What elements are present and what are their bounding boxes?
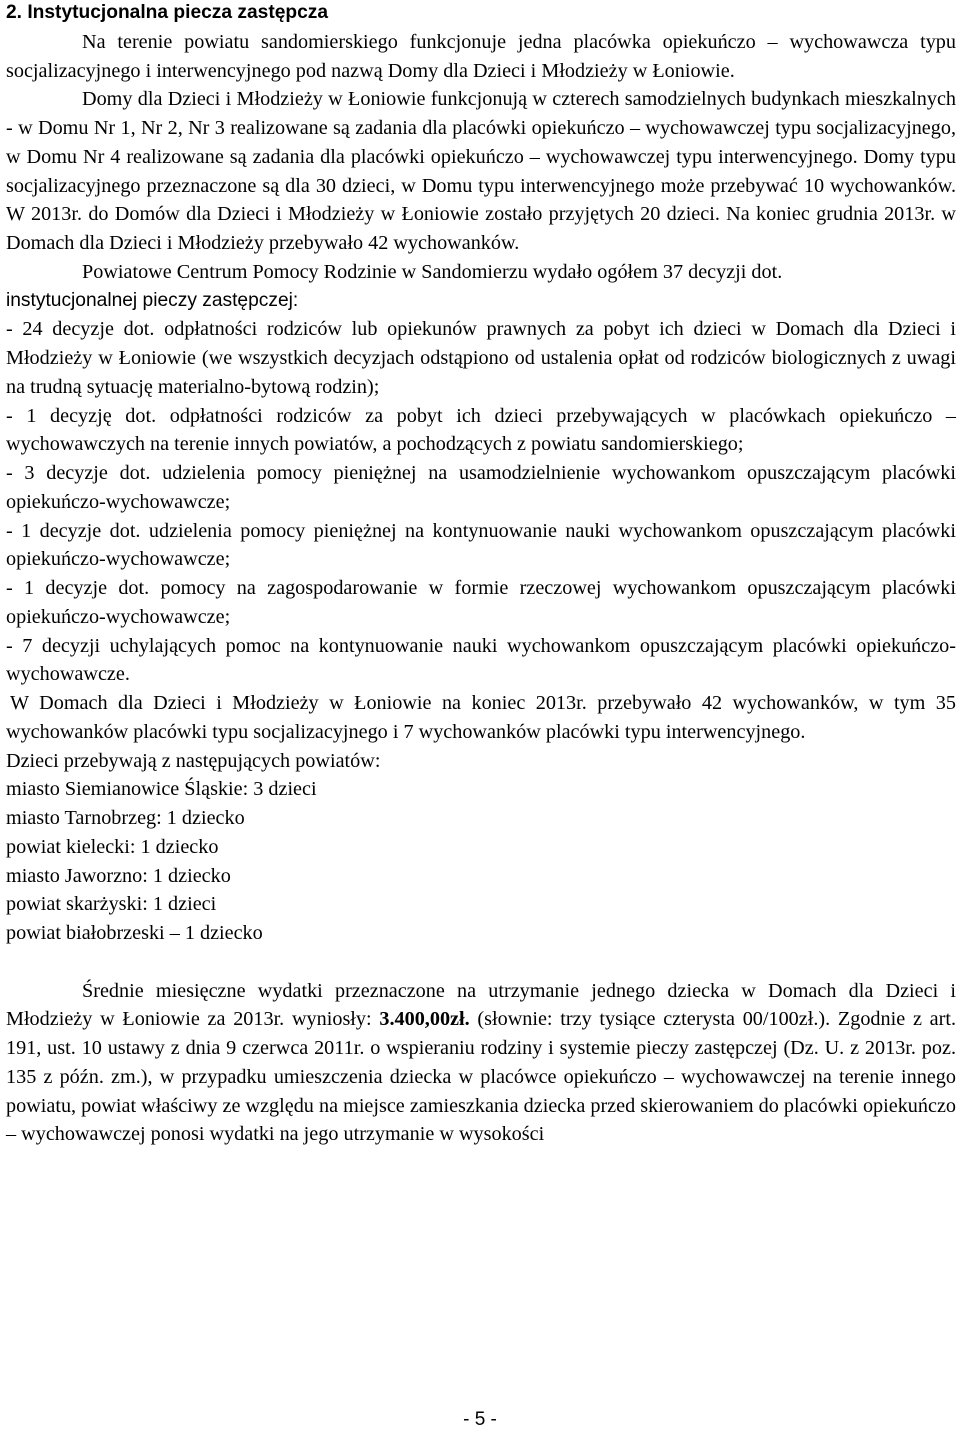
description-paragraph: Domy dla Dzieci i Młodzieży w Łoniowie funkcjonują w czterech samodzielnych budynkach mieszkalnych - w Domu Nr 1, Nr 2, Nr 3 realizowane są zadania dla placówki opiekuńczo – wychowawczej typu socjalizacyjnego, w Domu Nr 4 realizowane są zadania dla placówki opiekuńczo – wychowawczej typu interwencyjnego. Domy typu socjalizacyjnego przeznaczone są dla 30 dzieci, w Domu typu interwencyjnego może przebywać 10 wychowanków. W 2013r. do Domów dla Dzieci i Młodzieży w Łoniowie zostało przyjętych 20 dzieci. Na koniec grudnia 2013r. w Domach dla Dzieci i Młodzieży przebywało 42 wychowanków. xyxy=(6,88,956,254)
decision-item: - 7 decyzji uchylających pomoc na kontynuowanie nauki wychowankom opuszczającym placówki opiekuńczo-wychowawcze. xyxy=(6,634,956,686)
decision-item: - 1 decyzję dot. odpłatności rodziców za pobyt ich dzieci przebywających w placówkach opiekuńczo – wychowawczych na terenie innych powiatów, a pochodzących z powiatu sandomierskiego; xyxy=(6,404,956,456)
decision-item: - 1 decyzje dot. pomocy na zagospodarowanie w formie rzeczowej wychowankom opuszczającym placówki opiekuńczo-wychowawcze; xyxy=(6,577,956,628)
origin-item: miasto Siemianowice Śląskie: 3 dzieci xyxy=(6,778,317,801)
year-end-paragraph: W Domach dla Dzieci i Młodzieży w Łoniowie na koniec 2013r. przebywało 42 wychowanków, w tym 35 wychowanków placówki typu socjalizacyjnego i 7 wychowanków placówki typu interwencyjnego. xyxy=(6,692,956,743)
decision-item: - 1 decyzje dot. udzielenia pomocy pieniężnej na kontynuowanie nauki wychowankom opuszczającym placówki opiekuńczo-wychowawcze; xyxy=(6,519,956,571)
document-page xyxy=(6,0,956,1149)
costs-paragraph xyxy=(6,977,956,1150)
decision-item: - 24 decyzje dot. odpłatności rodziców lub opiekunów prawnych za pobyt ich dzieci w Domach dla Dzieci i Młodzieży w Łoniowie (we wszystkich decyzjach odstąpiono od ustalenia opłat od rodziców biologicznych z uwagi na trudną sytuację materialno-bytową rodzin); xyxy=(6,318,956,398)
blank-line xyxy=(6,948,956,977)
pcpr-decisions-line: Powiatowe Centrum Pomocy Rodzinie w Sandomierzu wydało ogółem 37 decyzji dot. xyxy=(82,260,783,283)
costs-amount: 3.400,00zł. xyxy=(379,1008,470,1031)
costs-text-after: (słownie: trzy tysiące czterysta 00/100zł.). Zgodnie z art. 191, ust. 10 ustawy z dnia 9 czerwca 2011r. o wspieraniu rodziny i systemie pieczy zastępczej (Dz. U. z 2013r. poz. 135 z późn. zm.), w przypadku umieszczenia dziecka w placówce opiekuńczo – wychowawczej na terenie innego powiatu, powiat właściwy ze względu na miejsce zamieszkania dziecka przed skierowaniem do placówki opiekuńczo – wychowawczej ponosi wydatki na jego utrzymanie w wysokości xyxy=(6,1008,956,1146)
costs-text-before: Średnie miesięczne wydatki przeznaczone na utrzymanie jednego dziecka w Domach dla Dzieci i Młodzieży w Łoniowie za 2013r. wyniosły: xyxy=(6,979,956,1031)
origin-list xyxy=(6,775,956,948)
decision-item: - 3 decyzje dot. udzielenia pomocy pieniężnej na usamodzielnienie wychowankom opuszczającym placówki opiekuńczo-wychowawcze; xyxy=(6,462,956,513)
intro-paragraph: Na terenie powiatu sandomierskiego funkcjonuje jedna placówka opiekuńczo – wychowawcza typu socjalizacyjnego i interwencyjnego pod nazwą Domy dla Dzieci i Młodzieży w Łoniowie. xyxy=(6,30,956,82)
page-number: - 5 - xyxy=(463,1409,497,1430)
pcpr-decisions-line-2: instytucjonalnej pieczy zastępczej: xyxy=(6,289,299,311)
decisions-list xyxy=(6,315,956,689)
section-heading: 2. Instytucjonalna piecza zastępcza xyxy=(6,2,329,23)
origin-intro: Dzieci przebywają z następujących powiatów: xyxy=(6,749,381,772)
origin-item: powiat białobrzeski – 1 dziecko xyxy=(6,922,263,944)
origin-item: miasto Tarnobrzeg: 1 dziecko xyxy=(6,807,245,829)
origin-item: miasto Jaworzno: 1 dziecko xyxy=(6,864,231,887)
origin-item: powiat skarżyski: 1 dzieci xyxy=(6,893,217,916)
origin-item: powiat kielecki: 1 dziecko xyxy=(6,835,219,858)
